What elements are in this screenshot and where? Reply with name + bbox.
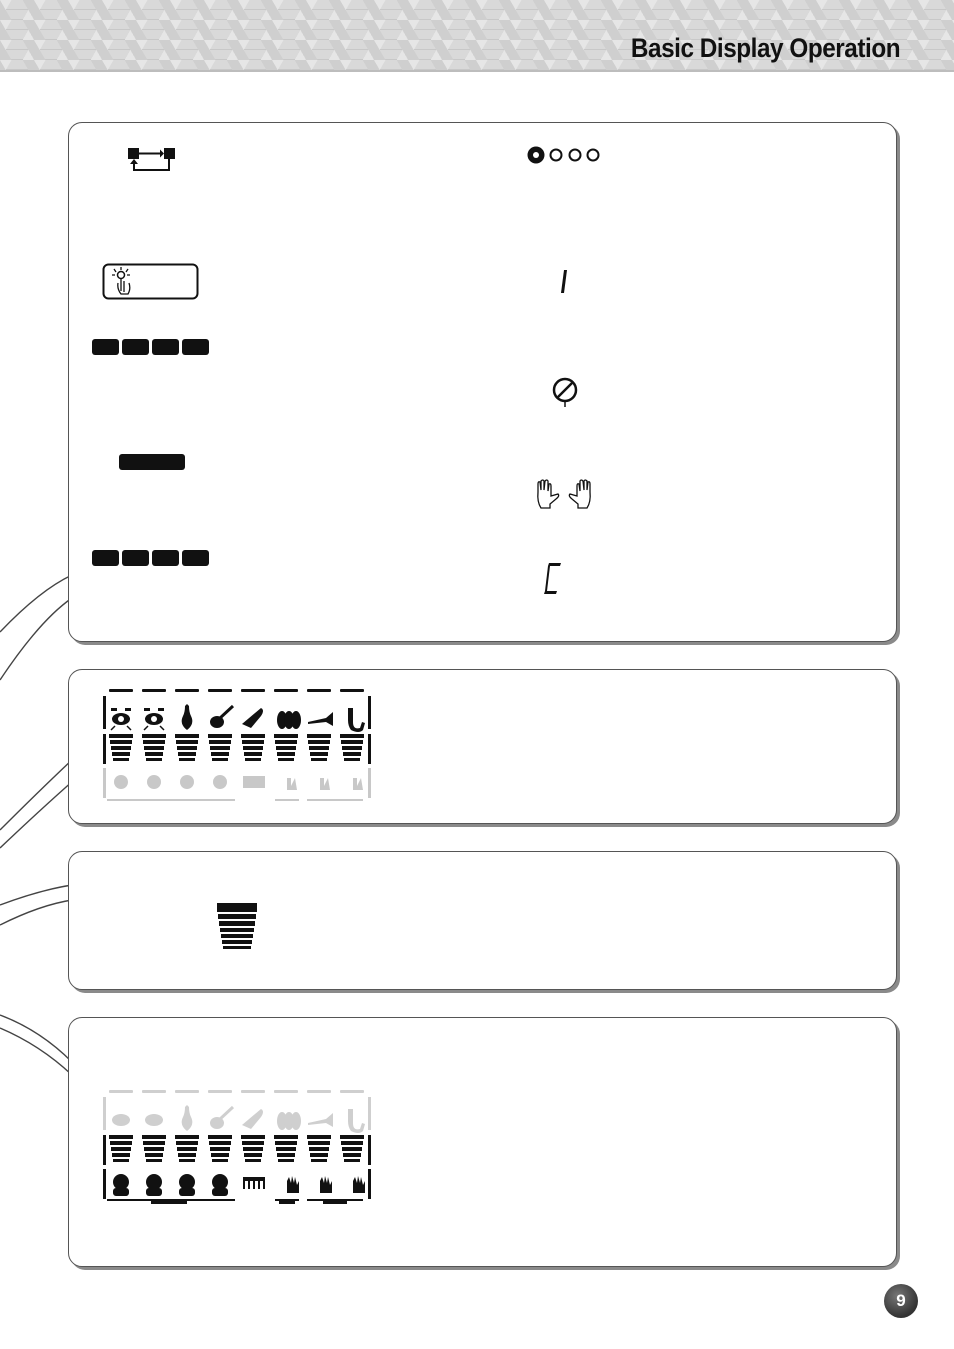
level-panel [68, 851, 897, 990]
page-title: Basic Display Operation [630, 33, 900, 63]
instrument-display-dim-parts [101, 686, 373, 808]
beat-dots-icon [526, 145, 602, 165]
sync-start-icon [124, 145, 180, 175]
touch-icon [102, 263, 200, 301]
measure-digit-icon [556, 268, 572, 296]
instrument-display-dim-instruments [101, 1087, 373, 1209]
metronome-icon [550, 375, 580, 409]
page-number-badge: 9 [884, 1284, 918, 1318]
chord-digit-icon [540, 560, 566, 596]
display-block-single [119, 454, 185, 470]
level-meter-icon [217, 903, 259, 949]
left-right-hands-icon [534, 478, 594, 510]
